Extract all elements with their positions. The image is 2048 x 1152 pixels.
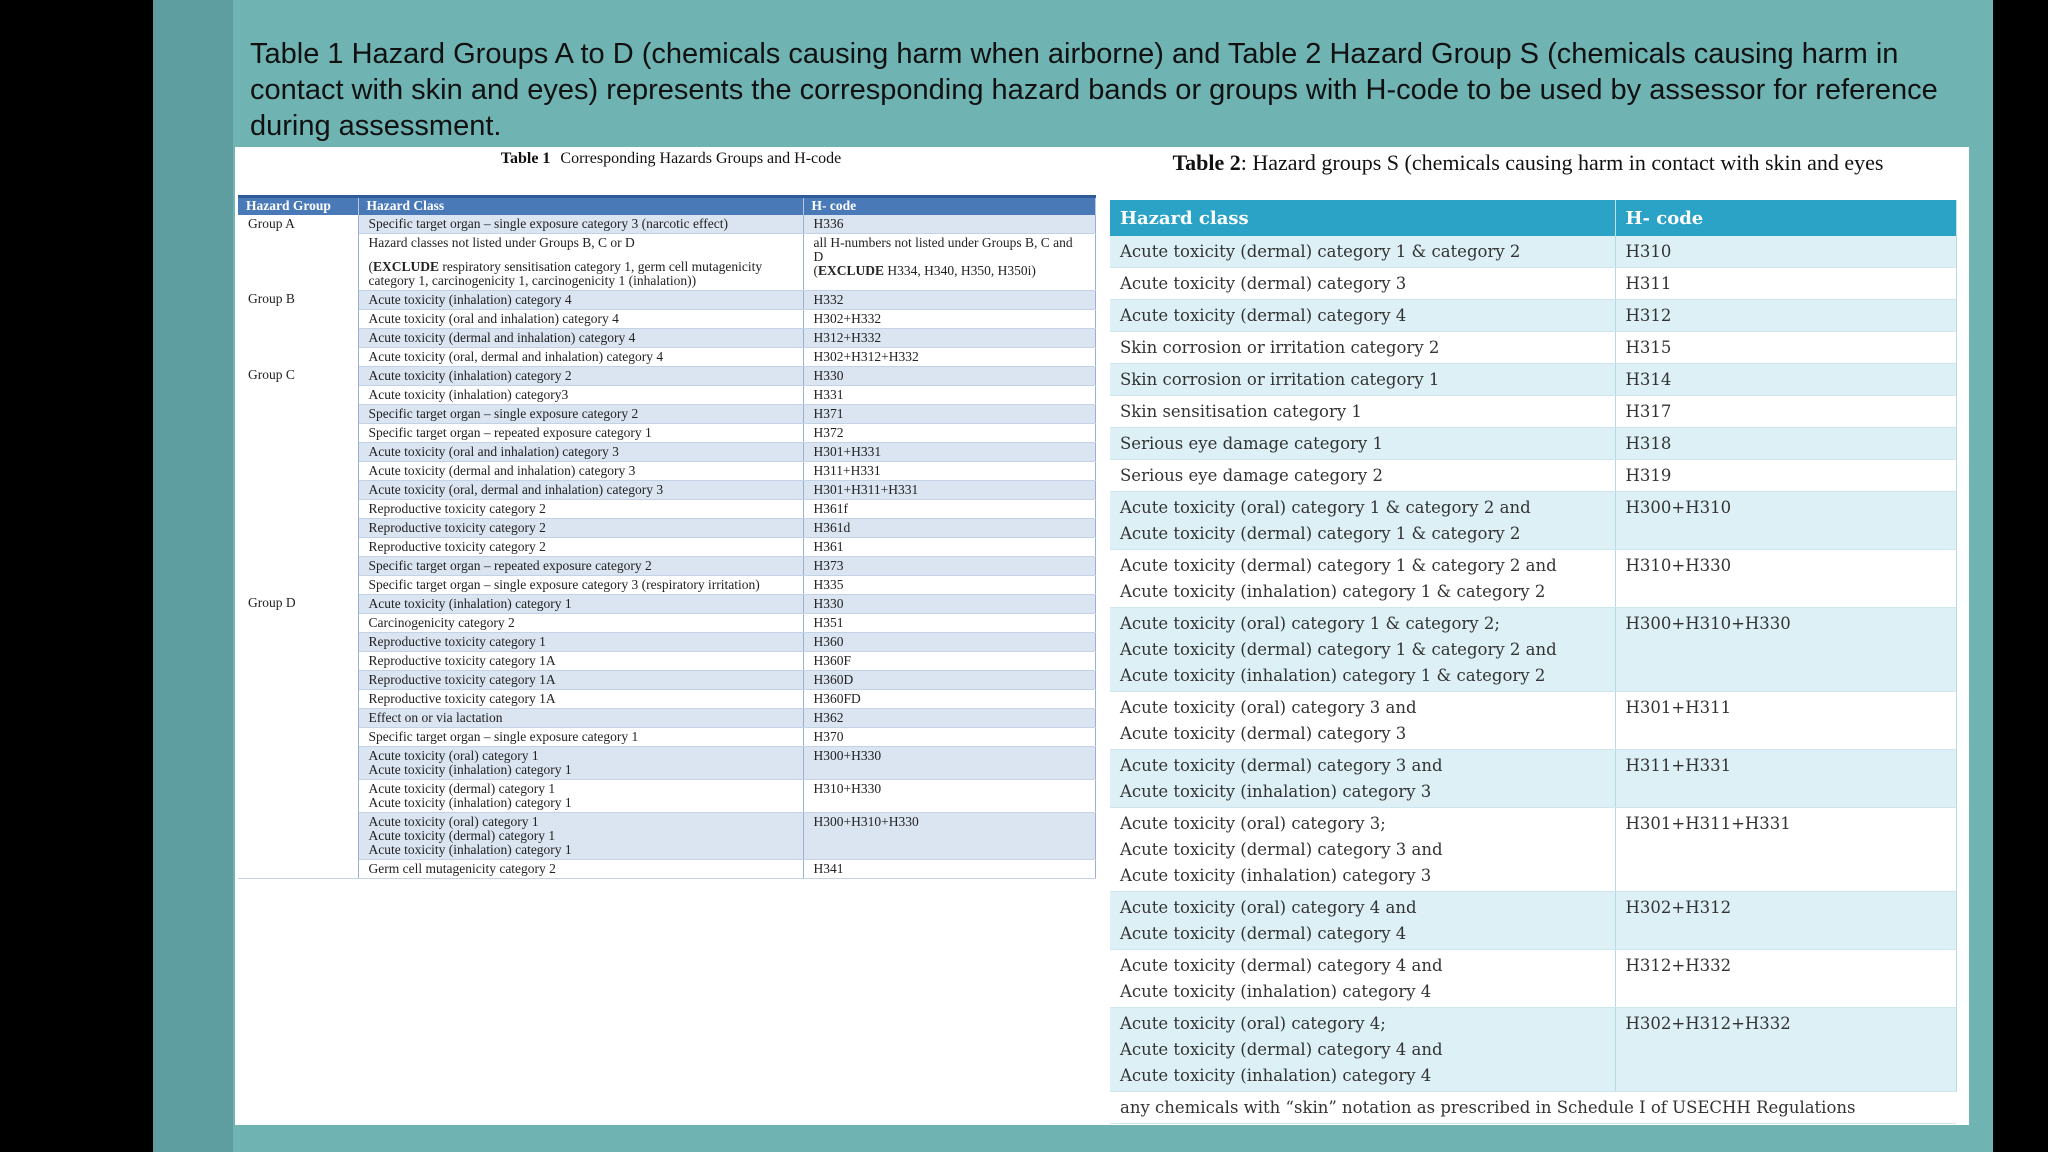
- cell-line: Acute toxicity (oral) category 1: [368, 747, 539, 763]
- table1-hcode-cell: H373: [803, 556, 1095, 575]
- table1-row: [238, 366, 1095, 385]
- table1-hcode-cell: H331: [803, 385, 1095, 404]
- table2-class-cell: [1110, 492, 1615, 550]
- cell-line: Acute toxicity (dermal) category 3: [1120, 274, 1407, 293]
- table1-hcode-cell: H330: [803, 594, 1095, 613]
- exclude-keyword: EXCLUDE: [373, 258, 440, 274]
- table1-class-cell: Germ cell mutagenicity category 2: [358, 859, 803, 878]
- table1-row: [238, 233, 1095, 290]
- table1-row: [238, 708, 1095, 727]
- cell-line: (EXCLUDE respiratory sensitisation category 1, germ cell mutagenicity category 1, carcinogenicity 1, carcinogenicity 1 (inhalation)): [368, 258, 763, 288]
- table1-row: [238, 575, 1095, 594]
- cell-line: Acute toxicity (inhalation) category 3: [1120, 782, 1432, 801]
- cell-line: (EXCLUDE H334, H340, H350, H350i): [813, 262, 1036, 278]
- table1-class-cell: Specific target organ – single exposure category 1: [358, 727, 803, 746]
- table2-class-cell: [1110, 364, 1615, 396]
- table1-row: [238, 556, 1095, 575]
- cell-line: Acute toxicity (dermal) category 1 & category 2: [1120, 242, 1521, 261]
- table2-hcode-cell: H314: [1615, 364, 1956, 396]
- table2-row: [1110, 950, 1956, 1008]
- intro-text: Table 1 Hazard Groups A to D (chemicals causing harm when airborne) and Table 2 Hazard Group S (chemicals causing harm in contact with skin and eyes) represents the corresponding hazard bands or groups with H-code to be used by assessor for reference during assessment.: [250, 38, 1938, 142]
- table1-hcode-cell: H312+H332: [803, 328, 1095, 347]
- table1-class-cell: Reproductive toxicity category 2: [358, 518, 803, 537]
- table2-row: [1110, 396, 1956, 428]
- cell-line: Acute toxicity (dermal) category 3 and: [1120, 756, 1443, 775]
- cell-line: Acute toxicity (oral) category 1: [368, 813, 539, 829]
- table2-hcode-cell: H300+H310+H330: [1615, 608, 1956, 692]
- table1-caption: [252, 150, 1090, 168]
- cell-line: Acute toxicity (dermal) category 1 & category 2 and: [1120, 640, 1557, 659]
- table1-class-cell: Specific target organ – repeated exposure category 2: [358, 556, 803, 575]
- cell-line: Acute toxicity (dermal) category 4 and: [1120, 1040, 1443, 1059]
- cell-line: Acute toxicity (dermal) category 1: [368, 780, 556, 796]
- table1-row: [238, 670, 1095, 689]
- cell-line: Acute toxicity (dermal) category 1 & category 2 and: [1120, 556, 1557, 575]
- table1-row: [238, 423, 1095, 442]
- table1-hcode-cell: H302+H332: [803, 309, 1095, 328]
- table2-class-cell: [1110, 692, 1615, 750]
- table1-row: [238, 812, 1095, 859]
- table1-row: [238, 309, 1095, 328]
- table1-row: [238, 518, 1095, 537]
- table1-row: [238, 499, 1095, 518]
- cell-line: Acute toxicity (inhalation) category 1: [368, 794, 572, 810]
- table2-class-cell: [1110, 608, 1615, 692]
- table1-hcode-cell: H300+H310+H330: [803, 812, 1095, 859]
- table2-hcode-cell: H311+H331: [1615, 750, 1956, 808]
- table1-class-cell: [358, 779, 803, 812]
- table2-class-cell: [1110, 396, 1615, 428]
- table1-class-cell: Acute toxicity (oral, dermal and inhalation) category 4: [358, 347, 803, 366]
- cell-line: Acute toxicity (dermal) category 1: [368, 827, 556, 843]
- table1-row: [238, 347, 1095, 366]
- table2-hcode-cell: H301+H311: [1615, 692, 1956, 750]
- table1-group-cell: Group A: [238, 215, 358, 291]
- table2-row: [1110, 364, 1956, 396]
- table1-hcode-cell: H370: [803, 727, 1095, 746]
- table1-header-row: [238, 197, 1095, 215]
- table1-class-cell: Reproductive toxicity category 1A: [358, 651, 803, 670]
- table1-row: [238, 689, 1095, 708]
- table1-row: [238, 727, 1095, 746]
- table1-class-cell: Effect on or via lactation: [358, 708, 803, 727]
- table2-row: [1110, 492, 1956, 550]
- table1-hcode-cell: H351: [803, 613, 1095, 632]
- cell-line: Acute toxicity (dermal) category 4: [1120, 306, 1407, 325]
- table1-row: [238, 779, 1095, 812]
- table2-row: [1110, 428, 1956, 460]
- cell-line: Acute toxicity (inhalation) category 1 & category 2: [1120, 582, 1546, 601]
- table1-class-cell: Specific target organ – single exposure category 3 (respiratory irritation): [358, 575, 803, 594]
- table1-hcode-cell: H310+H330: [803, 779, 1095, 812]
- table1-class-cell: Acute toxicity (inhalation) category 4: [358, 290, 803, 309]
- table2-row: [1110, 268, 1956, 300]
- table2-row: [1110, 550, 1956, 608]
- table1-hcode-cell: H360D: [803, 670, 1095, 689]
- cell-line: Skin corrosion or irritation category 1: [1120, 370, 1440, 389]
- table1-row: [238, 632, 1095, 651]
- table1-hcode-cell: H361d: [803, 518, 1095, 537]
- table1-hcode-cell: H360FD: [803, 689, 1095, 708]
- table2-header-class: Hazard class: [1110, 200, 1615, 236]
- table1-class-cell: Reproductive toxicity category 2: [358, 537, 803, 556]
- cell-line: Acute toxicity (dermal) category 3: [1120, 724, 1407, 743]
- table1-class-cell: Acute toxicity (oral and inhalation) category 4: [358, 309, 803, 328]
- table1-header-group: Hazard Group: [238, 197, 358, 215]
- table1-class-cell: Reproductive toxicity category 2: [358, 499, 803, 518]
- cell-line: Acute toxicity (dermal) category 4 and: [1120, 956, 1443, 975]
- table1-class-cell: Carcinogenicity category 2: [358, 613, 803, 632]
- table2-hcode-cell: H317: [1615, 396, 1956, 428]
- cell-line: Acute toxicity (oral) category 3 and: [1120, 698, 1417, 717]
- table2-class-cell: [1110, 300, 1615, 332]
- table2-header-hcode: H- code: [1615, 200, 1956, 236]
- table1-class-cell: Acute toxicity (oral, dermal and inhalation) category 3: [358, 480, 803, 499]
- table2-class-cell: [1110, 892, 1615, 950]
- table1-hcode-cell: H360F: [803, 651, 1095, 670]
- table2-row: [1110, 460, 1956, 492]
- table1-row: [238, 613, 1095, 632]
- table2-hcode-cell: H300+H310: [1615, 492, 1956, 550]
- table2-class-cell: [1110, 750, 1615, 808]
- table1-hcode-cell: H332: [803, 290, 1095, 309]
- table1-hcode-cell: H341: [803, 859, 1095, 878]
- table2-hcode-cell: H312: [1615, 300, 1956, 332]
- cell-line: Acute toxicity (dermal) category 4: [1120, 924, 1407, 943]
- table2-row: [1110, 808, 1956, 892]
- table1-class-cell: Specific target organ – repeated exposure category 1: [358, 423, 803, 442]
- table1-group-cell: Group B: [238, 290, 358, 366]
- table1-group-cell: Group C: [238, 366, 358, 594]
- table2-row: [1110, 300, 1956, 332]
- table1-hcode-cell: H362: [803, 708, 1095, 727]
- cell-line: Skin sensitisation category 1: [1120, 402, 1362, 421]
- table1-hcode-cell: H372: [803, 423, 1095, 442]
- cell-line: Acute toxicity (inhalation) category 1: [368, 761, 572, 777]
- table1-class-cell: Acute toxicity (inhalation) category 2: [358, 366, 803, 385]
- table2-class-cell: [1110, 1008, 1615, 1092]
- table1-row: [238, 461, 1095, 480]
- table1-body: [238, 215, 1095, 879]
- table1-class-cell: Specific target organ – single exposure category 2: [358, 404, 803, 423]
- table1-class-cell: Reproductive toxicity category 1A: [358, 670, 803, 689]
- table1-group-cell: Group D: [238, 594, 358, 878]
- table2-hcode-cell: H312+H332: [1615, 950, 1956, 1008]
- table2-row: [1110, 750, 1956, 808]
- table2-hazard-group-s: [1110, 200, 1957, 1124]
- table2-hcode-cell: H302+H312+H332: [1615, 1008, 1956, 1092]
- table2-class-cell: [1110, 550, 1615, 608]
- table1-hcode-cell: H361f: [803, 499, 1095, 518]
- table1-row: [238, 859, 1095, 878]
- table1-row: [238, 480, 1095, 499]
- table1-hcode-cell: H311+H331: [803, 461, 1095, 480]
- table1-row: [238, 746, 1095, 779]
- table2-note-row: [1110, 1092, 1956, 1124]
- table1-hazard-groups: [238, 195, 1096, 879]
- table1-row: [238, 404, 1095, 423]
- table2-hcode-cell: H315: [1615, 332, 1956, 364]
- table2-class-cell: [1110, 332, 1615, 364]
- cell-line: Serious eye damage category 2: [1120, 466, 1383, 485]
- table1-hcode-cell: H361: [803, 537, 1095, 556]
- table1-hcode-cell: H335: [803, 575, 1095, 594]
- cell-line: Acute toxicity (inhalation) category 1 & category 2: [1120, 666, 1546, 685]
- table1-class-cell: Reproductive toxicity category 1: [358, 632, 803, 651]
- cell-line: Skin corrosion or irritation category 2: [1120, 338, 1440, 357]
- table1-header-class: Hazard Class: [358, 197, 803, 215]
- cell-line: Acute toxicity (oral) category 4;: [1120, 1014, 1386, 1033]
- table1-class-cell: Acute toxicity (inhalation) category 1: [358, 594, 803, 613]
- table2-class-cell: [1110, 268, 1615, 300]
- table2-row: [1110, 692, 1956, 750]
- table1-row: [238, 290, 1095, 309]
- cell-line: Acute toxicity (oral) category 1 & category 2 and: [1120, 498, 1531, 517]
- table1-caption-label: Table 1: [500, 150, 551, 167]
- table1-hcode-cell: H302+H312+H332: [803, 347, 1095, 366]
- cell-line: Hazard classes not listed under Groups B, C or D: [368, 234, 635, 250]
- table2-row: [1110, 608, 1956, 692]
- table2-caption-label: Table 2: [1172, 150, 1241, 175]
- table2-class-cell: [1110, 428, 1615, 460]
- table2-class-cell: [1110, 236, 1615, 268]
- table1-class-cell: [358, 233, 803, 290]
- exclude-keyword: EXCLUDE: [818, 262, 885, 278]
- cell-line: Acute toxicity (oral) category 3;: [1120, 814, 1386, 833]
- table1-class-cell: Acute toxicity (oral and inhalation) category 3: [358, 442, 803, 461]
- table1-row: [238, 594, 1095, 613]
- table2-hcode-cell: H301+H311+H331: [1615, 808, 1956, 892]
- table1-hcode-cell: H301+H331: [803, 442, 1095, 461]
- cell-line: Serious eye damage category 1: [1120, 434, 1383, 453]
- table1-row: [238, 385, 1095, 404]
- table2-caption: [1108, 150, 1948, 176]
- table1-row: [238, 651, 1095, 670]
- cell-line: Acute toxicity (inhalation) category 4: [1120, 982, 1432, 1001]
- table1-row: [238, 537, 1095, 556]
- cell-line: all H-numbers not listed under Groups B, C and D: [813, 234, 1073, 264]
- table1-hcode-cell: H301+H311+H331: [803, 480, 1095, 499]
- table1-class-cell: Acute toxicity (dermal and inhalation) category 3: [358, 461, 803, 480]
- table1-hcode-cell: H360: [803, 632, 1095, 651]
- cell-line: Acute toxicity (oral) category 1 & category 2;: [1120, 614, 1500, 633]
- table1-row: [238, 442, 1095, 461]
- table1-class-cell: Acute toxicity (dermal and inhalation) category 4: [358, 328, 803, 347]
- table1-hcode-cell: H371: [803, 404, 1095, 423]
- table2-row: [1110, 892, 1956, 950]
- table1-caption-text: Corresponding Hazards Groups and H-code: [560, 150, 842, 167]
- table2-class-cell: [1110, 808, 1615, 892]
- table2-hcode-cell: H311: [1615, 268, 1956, 300]
- left-accent-bar: [153, 0, 233, 1152]
- table2-class-cell: [1110, 950, 1615, 1008]
- table2-hcode-cell: H310+H330: [1615, 550, 1956, 608]
- table2-row: [1110, 236, 1956, 268]
- cell-line: Acute toxicity (inhalation) category 4: [1120, 1066, 1432, 1085]
- table2-class-cell: [1110, 460, 1615, 492]
- cell-line: Acute toxicity (inhalation) category 3: [1120, 866, 1432, 885]
- cell-line: Acute toxicity (oral) category 4 and: [1120, 898, 1417, 917]
- cell-line: Acute toxicity (dermal) category 1 & category 2: [1120, 524, 1521, 543]
- cell-line: Acute toxicity (dermal) category 3 and: [1120, 840, 1443, 859]
- table2-hcode-cell: H318: [1615, 428, 1956, 460]
- table1-header-hcode: H- code: [803, 197, 1095, 215]
- table2-row: [1110, 1008, 1956, 1092]
- table2-caption-text: : Hazard groups S (chemicals causing harm in contact with skin and eyes: [1240, 150, 1884, 175]
- table2-hcode-cell: H310: [1615, 236, 1956, 268]
- table2-note: any chemicals with “skin” notation as prescribed in Schedule I of USECHH Regulations: [1110, 1092, 1956, 1124]
- table1-hcode-cell: H330: [803, 366, 1095, 385]
- table2-hcode-cell: H319: [1615, 460, 1956, 492]
- table1-class-cell: Specific target organ – single exposure category 3 (narcotic effect): [358, 215, 803, 234]
- table1-class-cell: Acute toxicity (inhalation) category3: [358, 385, 803, 404]
- table1-class-cell: [358, 746, 803, 779]
- table2-row: [1110, 332, 1956, 364]
- table2-header-row: [1110, 200, 1956, 236]
- table1-hcode-cell: H300+H330: [803, 746, 1095, 779]
- table1-class-cell: Reproductive toxicity category 1A: [358, 689, 803, 708]
- table2-hcode-cell: H302+H312: [1615, 892, 1956, 950]
- table1-hcode-cell: [803, 233, 1095, 290]
- table1-hcode-cell: H336: [803, 215, 1095, 234]
- table1-row: [238, 328, 1095, 347]
- table2-body: [1110, 236, 1956, 1124]
- cell-line: Acute toxicity (inhalation) category 1: [368, 841, 572, 857]
- table1-class-cell: [358, 812, 803, 859]
- table1-row: [238, 215, 1095, 234]
